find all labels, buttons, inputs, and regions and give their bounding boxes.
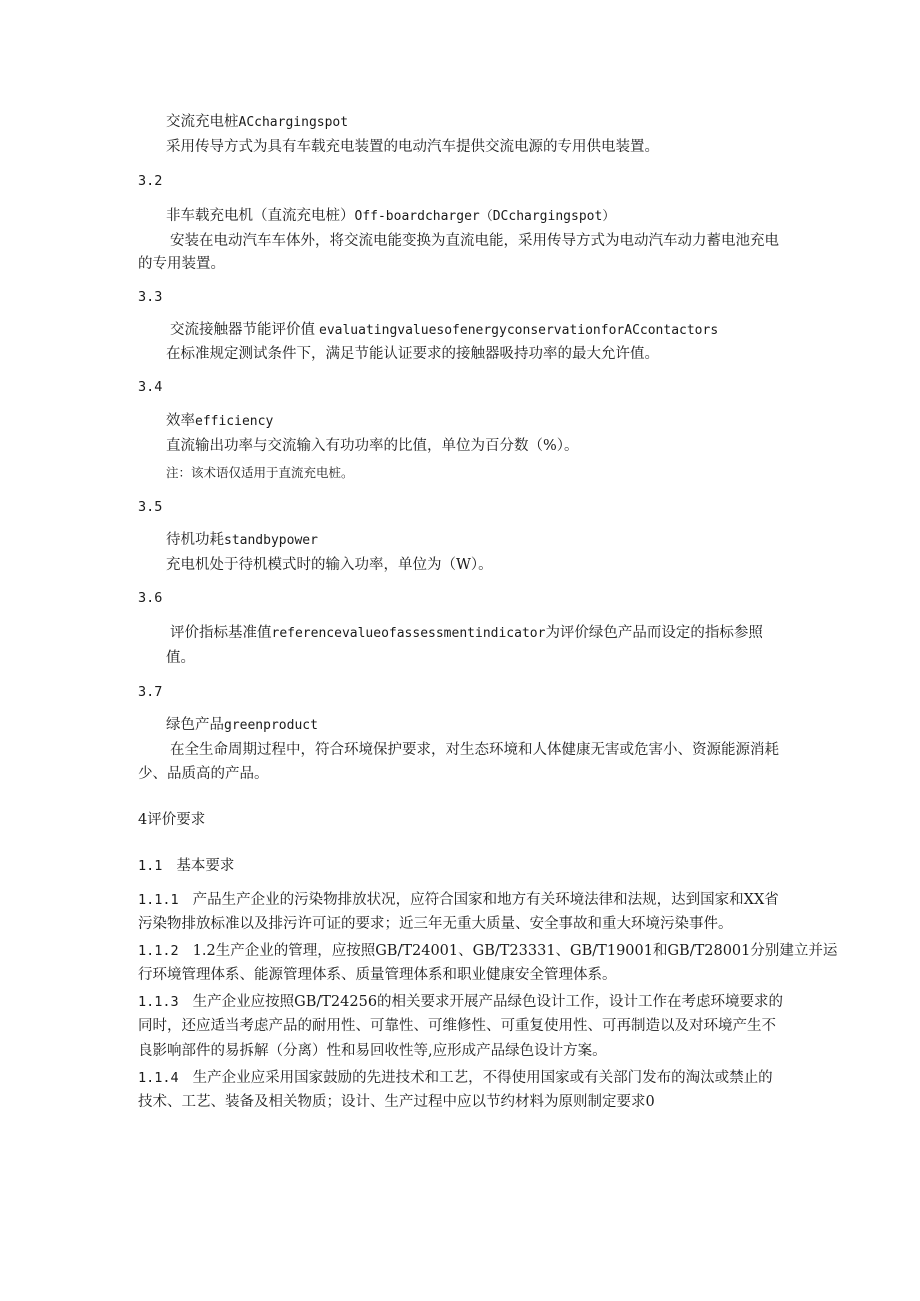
clause-1-1-1-line-2: 污染物排放标准以及排污许可证的要求；近三年无重大质量、安全事故和重大环境污染事件。 xyxy=(138,916,733,932)
definition-3-3: 在标准规定测试条件下，满足节能认证要求的接触器吸持功率的最大允许值。 xyxy=(166,346,659,362)
clause-number: 1.1.2 xyxy=(138,943,179,959)
subsection-title: 基本要求 xyxy=(176,858,235,874)
subsection-number: 1.1 xyxy=(138,858,163,874)
clause-text: 生产企业应按照GB/T24256的相关要求开展产品绿色设计工作，设计工作在考虑环境要求的 xyxy=(192,994,784,1010)
term-en: greenproduct xyxy=(224,718,318,733)
clause-number: 1.1.3 xyxy=(138,994,179,1010)
subsection-1-1-heading xyxy=(138,856,234,876)
clause-text: 产品生产企业的污染物排放状况，应符合国家和地方有关环境法律和法规，达到国家和XX省 xyxy=(192,892,779,908)
term-cn: 绿色产品 xyxy=(166,717,224,733)
clause-1-1-4-line-2: 技术、工艺、装备及相关物质；设计、生产过程中应以节约材料为原则制定要求0 xyxy=(138,1094,655,1110)
term-cn: 交流充电桩 xyxy=(166,114,239,130)
section-number-3-6: 3.6 xyxy=(138,590,163,606)
term-cn: 待机功耗 xyxy=(166,532,224,548)
clause-1-1-2-line-1 xyxy=(138,941,837,961)
section-number-3-3: 3.3 xyxy=(138,289,163,305)
term-def: 为评价绿色产品而设定的指标参照 xyxy=(545,625,763,641)
clause-number: 1.1.1 xyxy=(138,892,179,908)
term-3-2 xyxy=(166,206,615,226)
term-3-7 xyxy=(166,715,318,735)
definition-3-6-line-2: 值。 xyxy=(166,650,195,666)
section-number-3-2: 3.2 xyxy=(138,173,163,189)
term-3-5 xyxy=(166,530,318,550)
section-number-3-4: 3.4 xyxy=(138,379,163,395)
definition-3-5: 充电机处于待机模式时的输入功率，单位为（W）。 xyxy=(166,557,493,573)
clause-1-1-3-line-3: 良影响部件的易拆解（分离）性和易回收性等,应形成产品绿色设计方案。 xyxy=(138,1043,607,1059)
section-4-heading: 4评价要求 xyxy=(138,812,206,828)
section-number-3-5: 3.5 xyxy=(138,499,163,515)
note-3-4: 注：该术语仅适用于直流充电桩。 xyxy=(166,465,354,480)
term-en: efficiency xyxy=(195,414,274,429)
definition-3-7-line-2: 少、品质高的产品。 xyxy=(138,766,269,782)
term-3-1 xyxy=(166,112,348,132)
clause-1-1-3-line-1 xyxy=(138,992,783,1012)
definition-3-1: 采用传导方式为具有车载充电装置的电动汽车提供交流电源的专用供电装置。 xyxy=(166,139,659,155)
clause-1-1-2-line-2: 行环境管理体系、能源管理体系、质量管理体系和职业健康安全管理体系。 xyxy=(138,967,617,983)
term-3-3 xyxy=(170,320,718,340)
definition-3-7-line-1: 在全生命周期过程中，符合环境保护要求，对生态环境和人体健康无害或危害小、资源能源消耗 xyxy=(170,742,779,758)
term-en: standbypower xyxy=(224,533,318,548)
term-cn: 效率 xyxy=(166,413,195,429)
clause-number: 1.1.4 xyxy=(138,1070,179,1086)
term-cn: 评价指标基准值 xyxy=(170,625,272,641)
term-3-4 xyxy=(166,411,273,431)
term-en: referencevalueofassessmentindicator xyxy=(271,626,546,641)
term-en: ACchargingspot xyxy=(238,115,349,130)
clause-1-1-1-line-1 xyxy=(138,890,779,910)
clause-1-1-3-line-2: 同时，还应适当考虑产品的耐用性、可靠性、可维修性、可重复使用性、可再制造以及对环境产生不 xyxy=(138,1018,776,1034)
term-en: evaluatingvaluesofenergyconservationforACcontactors xyxy=(319,323,719,338)
definition-3-2-line-1: 安装在电动汽车车体外，将交流电能变换为直流电能，采用传导方式为电动汽车动力蓄电池充电 xyxy=(170,233,779,249)
term-3-6 xyxy=(170,623,763,643)
term-cn: 交流接触器节能评价值 xyxy=(170,322,315,338)
definition-3-4: 直流输出功率与交流输入有功功率的比值，单位为百分数（%）。 xyxy=(166,438,579,454)
term-cn: 非车载充电机（直流充电桩） xyxy=(166,208,355,224)
definition-3-2-line-2: 的专用装置。 xyxy=(138,256,225,272)
clause-1-1-4-line-1 xyxy=(138,1068,773,1088)
clause-text: 生产企业应采用国家鼓励的先进技术和工艺，不得使用国家或有关部门发布的淘汰或禁止的 xyxy=(192,1070,773,1086)
clause-text: 1.2生产企业的管理，应按照GB/T24001、GB/T23331、GB/T19001和GB/T28001分别建立并运 xyxy=(192,943,838,959)
term-en: Off-boardcharger（DCchargingspot） xyxy=(354,209,616,224)
section-number-3-7: 3.7 xyxy=(138,684,163,700)
